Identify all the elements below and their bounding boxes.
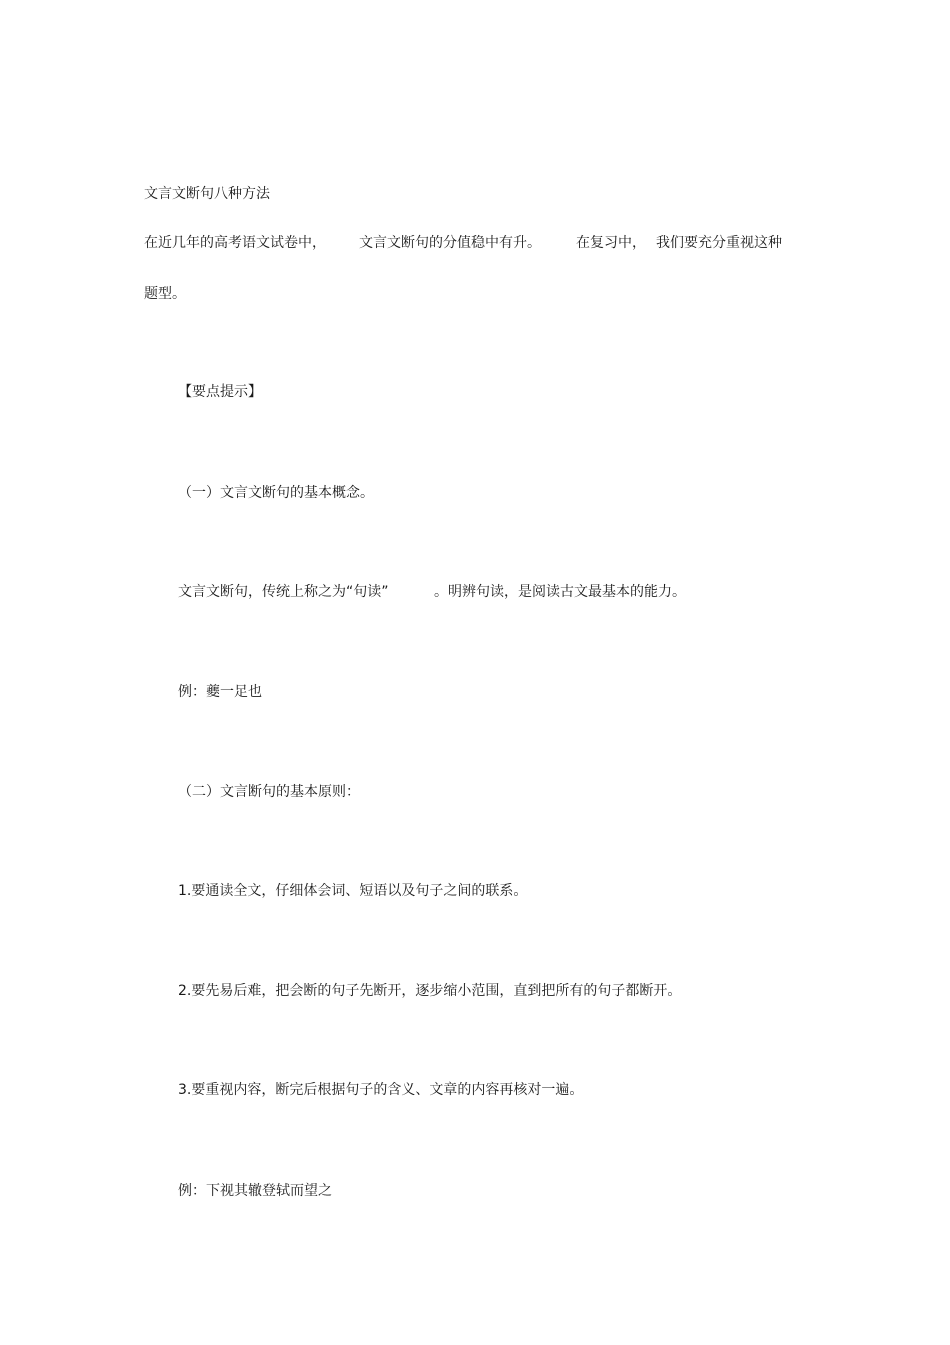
intro-text-part-3: 在复习中，	[576, 235, 646, 251]
section-1-example: 例：夔一足也	[178, 684, 262, 700]
intro-text-part-2: 文言文断句的分值稳中有升。	[359, 235, 541, 251]
intro-paragraph-line-2: 题型。	[144, 286, 186, 302]
intro-text-part-1: 在近几年的高考语文试卷中，	[144, 235, 326, 251]
key-points-heading: 【要点提示】	[178, 384, 262, 400]
document-title: 文言文断句八种方法	[144, 186, 270, 202]
rule-1: 1.要通读全文，仔细体会词、短语以及句子之间的联系。	[178, 883, 528, 899]
section-1-body	[178, 582, 738, 602]
section-2-heading: （二）文言断句的基本原则：	[178, 784, 360, 800]
rule-3: 3.要重视内容，断完后根据句子的含义、文章的内容再核对一遍。	[178, 1082, 584, 1098]
rule-2: 2.要先易后难，把会断的句子先断开，逐步缩小范围，直到把所有的句子都断开。	[178, 983, 682, 999]
section-1-body-part-2: 。明辨句读，是阅读古文最基本的能力。	[434, 584, 686, 600]
intro-paragraph-line-1	[144, 233, 844, 253]
section-1-heading: （一）文言文断句的基本概念。	[178, 485, 374, 501]
section-1-body-part-1: 文言文断句，传统上称之为“句读”	[178, 584, 389, 600]
intro-text-part-4: 我们要充分重视这种	[656, 235, 782, 251]
section-2-example: 例：下视其辙登轼而望之	[178, 1183, 332, 1199]
